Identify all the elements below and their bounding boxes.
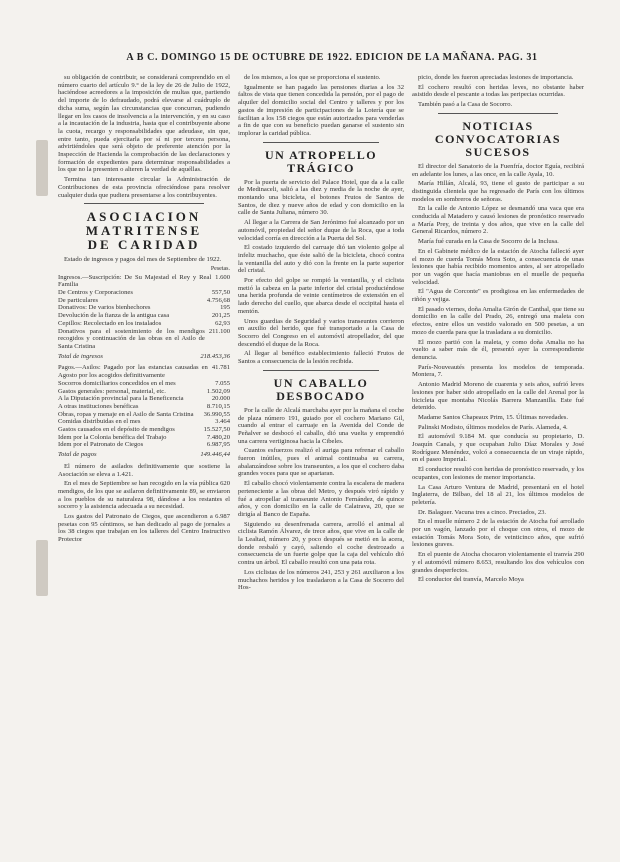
- section-title: NOTICIAS CONVOCATORIAS SUCESOS: [434, 118, 562, 159]
- article-caballo: [238, 407, 404, 592]
- paragraph: Siguiendo su desenfrenada carrera, arrolló el animal al ciclista Ramón Álvarez, de trece años, que vive en la calle de la Lealtad, número 20, y poco después se metió en la acera, donde resbaló y cayó, saliendo el coche destrozado a consecuencia de un fuerte golpe que la caja del vehículo dió contra un árbol. El caballo resultó con una pata rota.: [238, 520, 404, 567]
- ledger-amount: 557,50: [211, 289, 230, 297]
- notice-name: París-Nouveautés: [418, 363, 465, 371]
- divider: [84, 203, 204, 204]
- paragraph: El pasado viernes, doña Amalia Girón de Canthal, que tiene su domicilio en la calle del Prado, 26, entregó una maleta con efectos, entre ellos un vestido valorado en 500 pesetas, a un mozo de cuerda para que la trasladara a su domicilio.: [412, 305, 584, 336]
- ledger-amount: 7.055: [215, 379, 230, 387]
- binding-mark: [36, 540, 48, 596]
- ledger-label: A la Diputación provincial para la Beneficencia: [58, 395, 184, 403]
- divider: [263, 370, 379, 371]
- notice-name: La Casa Arturo Ventura: [418, 483, 486, 491]
- paragraph: Al llegar al benéfico establecimiento falleció Frutos de Santos a consecuencia de la lesión recibida.: [238, 350, 404, 366]
- notice-text: Modisto, últimos modelos de París. Alameda, 4.: [440, 423, 568, 431]
- paragraph: Los ciclistas de los números 241, 253 y 261 auxiliaron a los muchachos heridos y los trasladaron a la Casa de Socorro del Hos-: [238, 568, 404, 592]
- page-header: [52, 52, 612, 63]
- column-left: [58, 74, 230, 854]
- notice-text: de la estación de Atocha fué arrollado por un vagón, lanzado por el choque con otros, el mozo de estación Tomás Mora Soto, de veinticinco años, que sufrió lesiones graves.: [412, 518, 584, 549]
- notice-text: del tranvía, Marcelo Moya: [453, 576, 524, 584]
- notice-name: El conductor: [418, 466, 452, 474]
- paragraph: Al llegar a la Carrera de San Jerónimo fué alcanzado por un automóvil, propiedad del señor duque de la Roca, que a toda velocidad corría en dirección a la Puerta del Sol.: [238, 219, 404, 242]
- section-title: UN CABALLO DESBOCADO: [273, 375, 369, 403]
- paragraph: El costado izquierdo del carruaje dió tan violento golpe al infeliz muchacho, que éste salió de la bicicleta, chocó contra la ventanilla del auto y dió con la frente en la parte superior del cristal.: [238, 244, 404, 275]
- ledger-label: Ingresos.—Suscripción: De Su Majestad el Rey y Real Familia: [58, 273, 212, 289]
- section-lead: Estado de ingresos y pagos del mes de Septiembre de 1922.: [64, 256, 222, 264]
- ingresos-list: [58, 274, 230, 351]
- paragraph: El número de asilados definitivamente que sostiene la Asociación se eleva a 1.421.: [58, 462, 230, 478]
- notice: [412, 484, 584, 507]
- ledger-label: Socorros domiciliarios concedidos en el mes: [58, 379, 176, 387]
- paragraph: Cuantos esfuerzos realizó el auriga para refrenar el caballo fueron inútiles, pues el animal continuaba su carrera, abalanzándose sobre los transeuntes, a los que el cochero daba grandes voces para que se apartaran.: [238, 447, 404, 478]
- ledger-row: [58, 411, 230, 419]
- column-middle: [238, 74, 404, 854]
- paragraph: El "Agua de Corconte" es prodigiosa en las enfermedades de riñón y vejiga.: [412, 288, 584, 304]
- paragraph: También pasó a la Casa de Socorro.: [418, 101, 513, 109]
- paragraph: En el Gabinete médico de la estación de Atocha falleció ayer el mozo de cuerda Tomás Mora Soto, a consecuencia de unas lesiones que había recibido momentos antes, al ser atropellado por un vagón que hacía maniobras en el muelle de pequeña velocidad.: [412, 247, 584, 286]
- ledger-amount: 7.480,20: [206, 433, 230, 441]
- ledger-label: Pagos.—Asilos: Pagado por las estancias causadas en Agosto por los acogidos definitivamente: [58, 364, 208, 380]
- pagos-list: [58, 364, 230, 449]
- ledger-label: De Centros y Corporaciones: [58, 289, 133, 297]
- ledger-unit: Pesetas.: [210, 265, 230, 272]
- ledger-amount: 15.527,50: [203, 426, 230, 434]
- notice-name: Palinski: [418, 423, 440, 431]
- paragraph: de los mismos, a los que se proporciona el sustento.: [244, 74, 381, 81]
- paragraph: María fué curada en la Casa de Socorro de la Inclusa.: [418, 238, 559, 246]
- notice-name: En el muelle número 2: [418, 518, 480, 526]
- paragraph: Por efecto del golpe se rompió la ventanilla, y el ciclista metió la cabeza en la parte inferior del cristal produciéndose una herida profunda de veinte centímetros de extensión en el lado derecho del cuello, que abarca desde el occipital hasta el mentón.: [238, 277, 404, 315]
- section-title: ASOCIACION MATRITENSE DE CARIDAD: [85, 209, 203, 253]
- notice-name: Madame Santos Chapeaux: [418, 413, 489, 421]
- paragraph: su obligación de contribuir, se considerará comprendido en el número cuarto del artículo 9.° de la ley de 26 de Julio de 1922, haciéndose acreedores a la imposición de multas que, partiendo del importe de lo defraudado, podrá elevarse al cuádruplo de dicha suma, según las circunstancias que concurran, pudiendo llegar en los casos de insolvencia a la intervención, y en su caso a la incautación de la industria, hasta que el contribuyente abone la cuota, recargo y responsabilidades que adeudase, sin que, entre tanto, pueda ejercitarla por sí ni por tercera persona, advirtiéndoles que será objeto de preferente atención por la Inspección de Hacienda la comprobación de las declaraciones y formación de expedientes para determinar responsabilidades a los que no la presenten o alteren la verdad de aquéllas.: [58, 74, 230, 174]
- ledger-amount: 1.502,09: [206, 387, 230, 395]
- notice-text: de Madrid, presentará en el hotel Inglaterra, de Bilbao, del 18 al 21, los últimos modelos de peletería.: [412, 483, 584, 506]
- ledger-row: [58, 320, 230, 328]
- divider: [438, 113, 558, 114]
- ledger-amount: 20.000: [211, 395, 230, 403]
- paragraph: Termina tan interesante circular la Administración de Contribuciones de esta provincia ofreciéndose para resolver cualquier duda que pudiera presentarse a los contribuyentes.: [58, 176, 230, 199]
- ledger-label: Idem por la Colonia benéfica del Trabajo: [58, 433, 167, 441]
- paragraph: El caballo chocó violentamente contra la escalera de madera perteneciente a las obras del Metro, y después viró rápido y fué a atropellar al transeunte Antonio Fernández, de quince años, y con domicilio en la calle de Calatrava, 20, que se dirigía al Banco de España.: [238, 480, 404, 518]
- ledger-row: [58, 297, 230, 305]
- ledger-amount: 62,93: [215, 319, 230, 327]
- ledger-row: [58, 304, 230, 312]
- ledger-amount: 6.987,95: [206, 441, 230, 449]
- header-title: A B C. DOMINGO 15 DE OCTUBRE DE 1922. EDICION DE LA MAÑANA. PAG. 31: [126, 52, 538, 63]
- ledger-label: Donativos para el sostenimiento de los mendigos recogidos y continuación de las obras en el Asilo de Santa Cristina: [58, 327, 205, 350]
- notice-name: Antonio Madrid Moreno: [418, 381, 485, 389]
- ledger-label: Cepillos: Recolectado en los instalados: [58, 319, 162, 327]
- notice-text: presenta los modelos de temporada. Montera, 7.: [412, 363, 584, 379]
- paragraph: Los gastos del Patronato de Ciegos, que ascendieron a 6.987 pesetas con 95 céntimos, se han dedicado al pago de jornales a los 38 ciegos que trabajan en los talleres del Centro Instructivo Protector: [58, 513, 230, 544]
- ledger-amount: 211.100: [208, 327, 230, 335]
- notice: [412, 414, 584, 422]
- ledger-amount: 195: [220, 304, 230, 312]
- ledger-amount: 201,25: [211, 312, 230, 320]
- notice-text: Prim, 15. Últimas novedades.: [489, 413, 569, 421]
- paragraph: El cochero resultó con heridas leves, no obstante haber asistido desde el pescante a todas las peripecias ocurridas.: [412, 83, 584, 99]
- ledger-amount: 3.464: [215, 418, 230, 426]
- paragraph: Por la puerta de servicio del Palace Hotel, que da a la calle de Medinaceli, salió a las diez y media de la noche de ayer, montando una bicicleta, el botones Frutos de Santos de Santos, de diez y nueve años de edad y con domicilio en la calle de Santa Juliana, número 30.: [238, 178, 404, 217]
- ledger-label: De particulares: [58, 296, 99, 304]
- notice-text: resultó con heridas de pronóstico reservado, y los ocupantes, con lesiones de menor importancia.: [412, 466, 584, 481]
- ledger-label: Idem por el Patronato de Ciegos: [58, 441, 144, 449]
- ledger-row: [58, 274, 230, 289]
- paragraph: Por la calle de Alcalá marchaba ayer por la mañana el coche de plaza número 191, guiado por el cochero Mariano Gil, cuando al entrar el carruaje en la Avenida del Conde de Peñalver se desbocó el caballo, dió una vuelta y emprendió una carrera vertiginosa hacia la Cibeles.: [238, 406, 404, 445]
- notice: [412, 551, 584, 574]
- ledger-label: A otras instituciones benéficas: [58, 402, 139, 410]
- ledger-row: [58, 380, 230, 388]
- notice: [412, 509, 584, 517]
- ledger-amount: 4.756,68: [206, 296, 230, 304]
- ledger-label: Obras, ropas y menaje en el Asilo de Santa Cristina: [58, 410, 194, 418]
- notice-name: En el puente de Atocha: [418, 551, 481, 559]
- ledger-row: [58, 441, 230, 449]
- notice: [412, 518, 584, 549]
- notice-name: Dr. Balaguer.: [418, 508, 453, 516]
- notice-text: de cuarenta y seis años, sufrió leves lesiones por haber sido atropellado en la calle del Arenal por la bicicleta que montaba Nicolás Barrera Manzanilla. Este fué detenido.: [412, 381, 584, 412]
- notice: [412, 381, 584, 412]
- ingresos-total: Total de ingresos 218.453,36: [58, 352, 230, 360]
- news-items: [412, 163, 584, 362]
- ledger-amount: 41.781: [211, 364, 230, 372]
- ledger-amount: 1.600: [215, 273, 230, 281]
- ledger-label: Comidas distribuidas en el mes: [58, 418, 141, 426]
- ledger-label: Donativos: De varios bienhechores: [58, 304, 151, 312]
- paragraph: El mozo partió con la maleta, y como doña Amalia no ha vuelto a saber más de él, presentó ayer la correspondiente denuncia.: [412, 338, 584, 361]
- notice: [412, 364, 584, 379]
- ledger-label: Devolución de la fianza de la antigua casa: [58, 312, 170, 320]
- paragraph: Igualmente se han pagado las pensiones diarias a los 32 faltos de vista que tienen concedida la pensión, por el pago de alquiler del domicilio social del Centro y talleres y por los gastos de impresión de participaciones de la Lotería que se facilitan a los 158 ciegos que están autorizados para venderlas a fin de que con su beneficio puedan ganarse el sustento sin implorar la caridad pública.: [238, 83, 404, 137]
- paragraph: Unos guardias de Seguridad y varios transeuntes corrieron en auxilio del herido, que fué transportado a la Casa de Socorro del Congreso en el automóvil atropellador, del que descendió el duque de la Roca.: [238, 317, 404, 348]
- article-atropello: [238, 179, 404, 366]
- ledger-amount: 36.990,55: [203, 410, 230, 418]
- ledger-row: [58, 395, 230, 403]
- paragraph: El director del Sanatorio de la Fuenfría, doctor Eguía, recibirá en adelante los lunes, a las once, en la calle Ayala, 10.: [412, 162, 584, 178]
- notice-text: que conducía su propietario, D. Joaquín Canals, y que ocupaban Julio Díaz Morales y José Rodríguez Menéndez, volcó a consecuencia de un viraje rápido, en el paseo Imperial.: [412, 433, 584, 464]
- column-right: [412, 74, 584, 854]
- ledger-row: [58, 426, 230, 434]
- ledger-row: [58, 418, 230, 426]
- notice: [412, 424, 584, 432]
- paragraph: En la calle de Antonio López se desmandó una vaca que era conducida al Matadero y causó lesiones de pronóstico reservado a María Prey, de treinta y dos años, que vive en la calle del General Ricardos, número 2.: [412, 205, 584, 236]
- ledger-row: [58, 388, 230, 396]
- notices-list: [412, 364, 584, 584]
- ledger-row: [58, 403, 230, 411]
- notice: [412, 433, 584, 464]
- pagos-total: Total de pagos 149.446,44: [58, 451, 230, 459]
- notice-text: Vacuna tres a cinco. Preciados, 23.: [454, 508, 547, 516]
- section-title: UN ATROPELLO TRÁGICO: [264, 147, 378, 175]
- ledger-amount: 8.710,15: [206, 402, 230, 410]
- ledger-label: Gastos generales: personal, material, etc.: [58, 387, 166, 395]
- notice-text: chocaron violentamente el tranvía 290 y el automóvil número 8.653, resultando los dos vehículos con grandes desperfectos.: [412, 551, 584, 574]
- paragraph: picio, donde les fueron apreciadas lesiones de importancia.: [418, 74, 574, 81]
- paragraph: María Hillán, Alcalá, 93, tiene el gusto de participar a su distinguida clientela que ha regresado de París con los últimos modelos en sombreros de señoras.: [412, 180, 584, 203]
- ledger-row: [58, 434, 230, 442]
- notice: [412, 576, 584, 584]
- ledger-row: [58, 289, 230, 297]
- divider: [263, 142, 379, 143]
- ledger-label: Gastos causados en el depósito de mendigos: [58, 426, 175, 434]
- notice-name: El automóvil 9.184 M.: [418, 433, 487, 441]
- ledger-row: [58, 364, 230, 379]
- binding-mark: [36, 140, 48, 196]
- paragraph: En el mes de Septiembre se han recogido en la vía pública 620 mendigos, de los que se asilaron definitivamente 89, se enviaron a los pueblos de su naturaleza 98, dándose a los restantes el socorro y la asistencia adecuada a su necesidad.: [58, 480, 230, 511]
- notice-name: El conductor: [418, 576, 452, 584]
- notice: [412, 466, 584, 481]
- ledger-row: [58, 312, 230, 320]
- ledger-row: [58, 328, 230, 351]
